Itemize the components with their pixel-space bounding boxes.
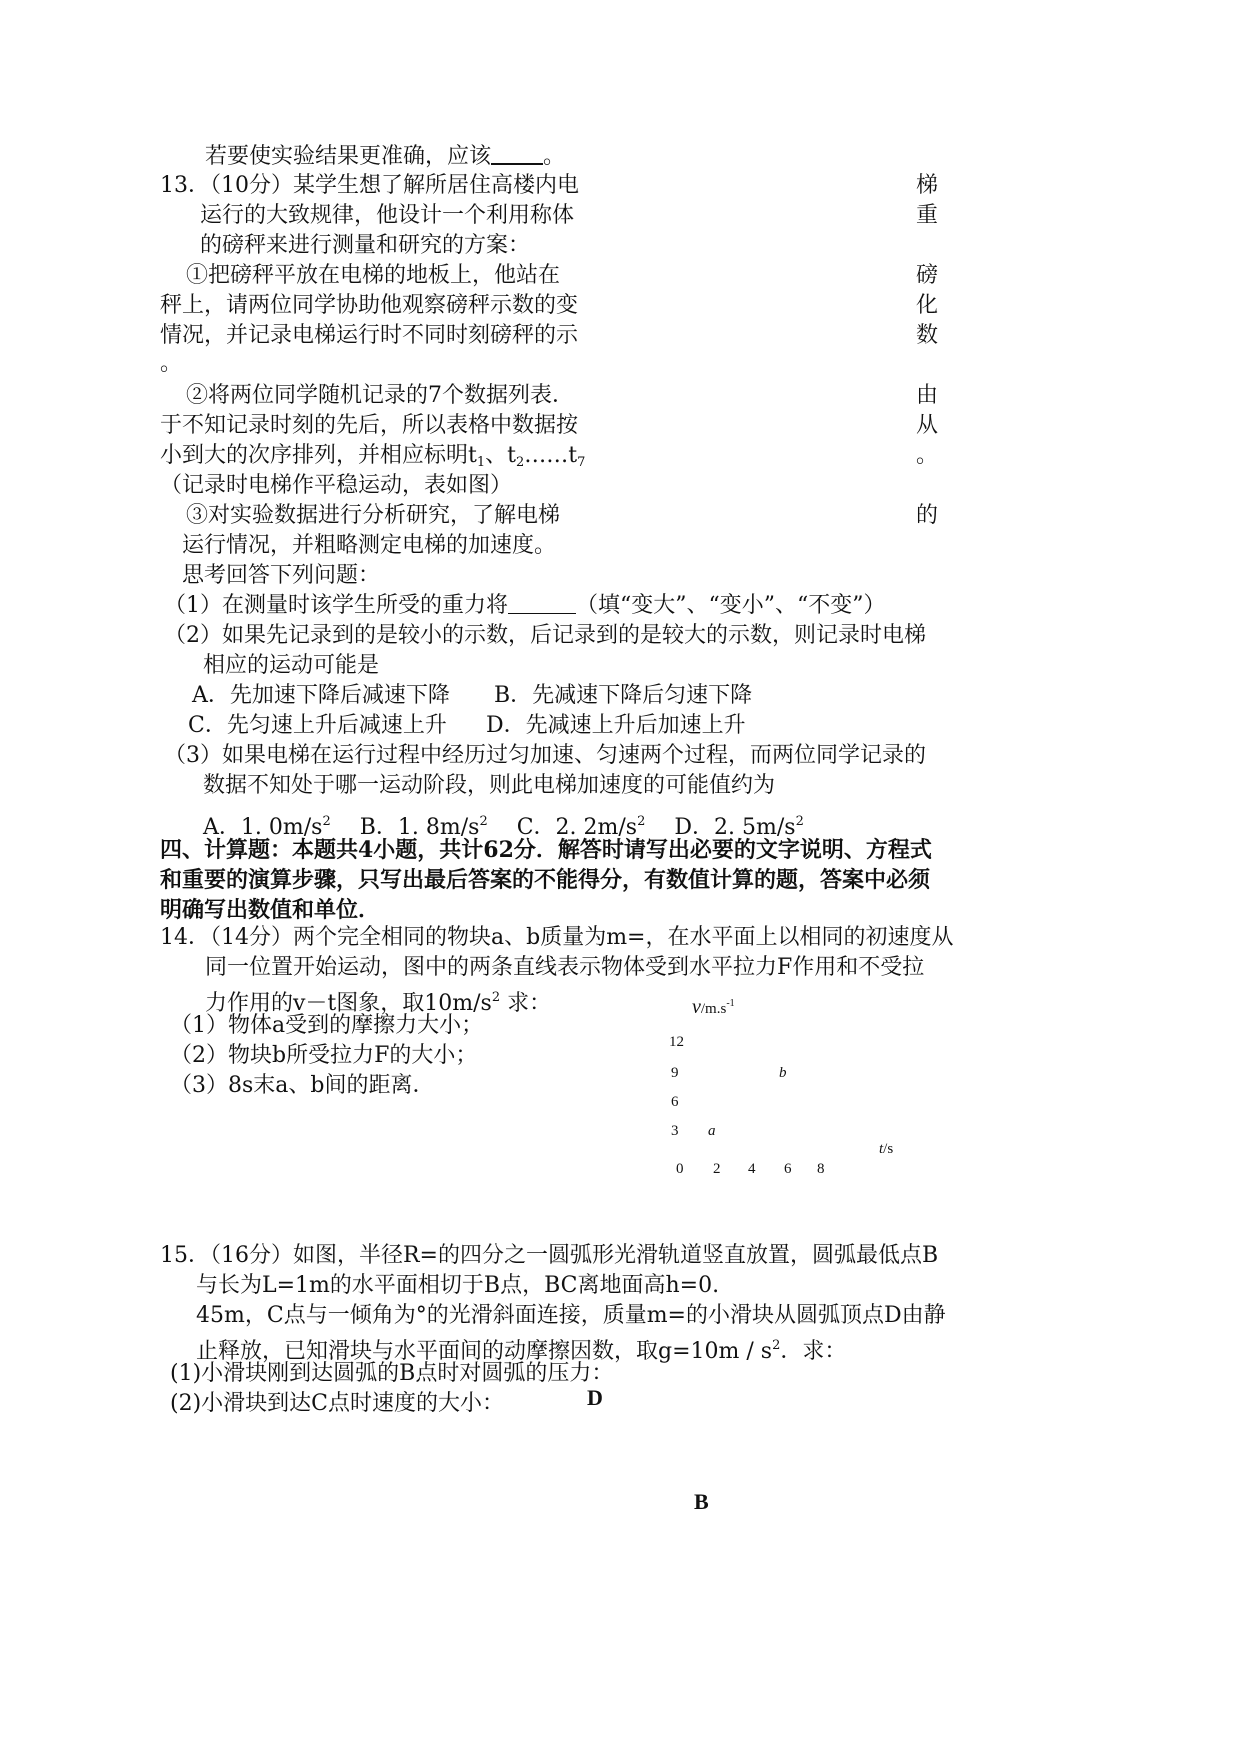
q13-right-char-8: 由	[916, 383, 939, 408]
q14-part-2: （2）物块b所受拉力F的大小；	[170, 1043, 478, 1068]
q13-right-char-2: 重	[916, 203, 939, 228]
q13-line-10: 小到大的次序排列，并相应标明$t_1$、$t_2\dots\dots t_7$	[160, 443, 586, 470]
q13-right-char-5: 化	[916, 293, 939, 318]
q13-option-d: D．先减速上升后加速上升	[486, 713, 746, 738]
q13-line-1: 13．（10分）某学生想了解所居住高楼内电	[160, 173, 579, 198]
q14-part-1: （1）物体a受到的摩擦力大小；	[170, 1013, 484, 1038]
q15-line-2: 与长为L=1m的水平面相切于B点，BC离地面高h=0.	[196, 1273, 720, 1298]
graph-y-tick: 9	[671, 1065, 679, 1081]
q13-line-5: 秤上，请两位同学协助他观察磅秤示数的变	[160, 293, 579, 318]
q13-line-3: 的磅秤来进行测量和研究的方案：	[200, 233, 531, 258]
q15-line-1: 15．（16分）如图，半径R=的四分之一圆弧形光滑轨道竖直放置，圆弧最低点B	[160, 1243, 939, 1268]
q15-part-2: (2)小滑块到达C点时速度的大小：	[170, 1391, 504, 1416]
figure-point-d-label: D	[587, 1385, 603, 1410]
graph-x-tick: 6	[784, 1161, 792, 1177]
graph-x-tick: 8	[817, 1161, 825, 1177]
q13-line-11: （记录时电梯作平稳运动，表如图）	[160, 473, 513, 498]
q13-part-2-line-1: （2）如果先记录到的是较小的示数，后记录到的是较大的示数，则记录时电梯	[164, 623, 926, 648]
graph-x-tick: 0	[676, 1161, 684, 1177]
q13-line-13: 运行情况，并粗略测定电梯的加速度。	[182, 533, 557, 558]
answer-blank	[491, 143, 543, 165]
q13-line-4: ①把磅秤平放在电梯的地板上，他站在	[186, 263, 561, 288]
q12-tail-line: 若要使实验结果更准确，应该 。	[205, 144, 566, 169]
section-4-heading-line-3: 明确写出数值和单位．	[160, 897, 381, 923]
q13-part-3-line-1: （3）如果电梯在运行过程中经历过匀加速、匀速两个过程，而两位同学记录的	[164, 743, 926, 768]
q13-right-char-10: 。	[916, 443, 939, 468]
graph-y-tick: 12	[669, 1034, 684, 1050]
q13-right-char-9: 从	[916, 413, 939, 438]
q12-tail-text: 若要使实验结果更准确，应该	[205, 144, 492, 169]
q13-answer-choices: A．1. $0m/s^2$ B．1. $8m/s^2$ C．2. $2m/s^2$ D．2. $5m/s^2$	[203, 814, 804, 840]
q13-option-a: A．先加速下降后减速下降	[192, 683, 450, 708]
graph-line-label-b: b	[779, 1065, 787, 1081]
graph-x-axis-label: t/s	[879, 1141, 894, 1157]
q13-right-char-1: 梯	[916, 173, 939, 198]
q14-line-2: 同一位置开始运动，图中的两条直线表示物体受到水平拉力F作用和不受拉	[205, 955, 925, 980]
q15-line-4: 止释放，已知滑块与水平面间的动摩擦因数，取$g=10m / s^2$．求：	[196, 1338, 847, 1364]
q15-line-3: 45m，C点与一倾角为°的光滑斜面连接，质量m=的小滑块从圆弧顶点D由静	[196, 1303, 946, 1328]
graph-x-tick: 4	[748, 1161, 756, 1177]
graph-line-label-a: a	[708, 1123, 716, 1139]
q13-line-7: 。	[160, 351, 183, 376]
q15-part-1: (1)小滑块刚到达圆弧的B点时对圆弧的压力：	[170, 1361, 614, 1386]
section-4-heading-line-2: 和重要的演算步骤，只写出最后答案的不能得分，有数值计算的题，答案中必须	[160, 867, 931, 893]
graph-y-tick: 3	[671, 1123, 679, 1139]
q13-part-1: （1）在测量时该学生所受的重力将 （填“变大”、“变小”、“不变”）	[164, 593, 886, 618]
q13-line-12: ③对实验数据进行分析研究，了解电梯	[186, 503, 561, 528]
q14-line-1: 14．（14分）两个完全相同的物块a、b质量为m=，在水平面上以相同的初速度从	[160, 925, 954, 950]
answer-blank	[508, 593, 576, 614]
graph-x-tick: 2	[713, 1161, 721, 1177]
q13-part-2-line-2: 相应的运动可能是	[203, 653, 380, 678]
figure-point-b-label: B	[694, 1489, 709, 1514]
q13-line-8: ②将两位同学随机记录的7个数据列表．	[186, 383, 574, 408]
q14-part-3: （3）8s末a、b间的距离．	[170, 1073, 435, 1098]
q13-right-char-4: 磅	[916, 263, 939, 288]
q13-line-9: 于不知记录时刻的先后，所以表格中数据按	[160, 413, 579, 438]
q13-option-b: B．先减速下降后匀速下降	[494, 683, 753, 708]
q13-right-char-6: 数	[916, 323, 939, 348]
graph-y-tick: 6	[671, 1094, 679, 1110]
q13-line-2: 运行的大致规律，他设计一个利用称体	[200, 203, 575, 228]
q13-right-char-12: 的	[916, 503, 939, 528]
q14-line-3: 力作用的v－t图象，取$10m/s^2$ 求：	[205, 990, 552, 1016]
graph-y-axis-label: $v/m.s^{-1}$	[692, 996, 735, 1018]
section-4-heading-line-1: 四、计算题：本题共4小题，共计62分．解答时请写出必要的文字说明、方程式	[160, 837, 932, 863]
q13-line-14: 思考回答下列问题：	[182, 563, 381, 588]
q13-option-c: C．先匀速上升后减速上升	[188, 713, 447, 738]
q13-part-3-line-2: 数据不知处于哪一运动阶段，则此电梯加速度的可能值约为	[203, 773, 776, 798]
q13-line-6: 情况，并记录电梯运行时不同时刻磅秤的示	[160, 323, 579, 348]
